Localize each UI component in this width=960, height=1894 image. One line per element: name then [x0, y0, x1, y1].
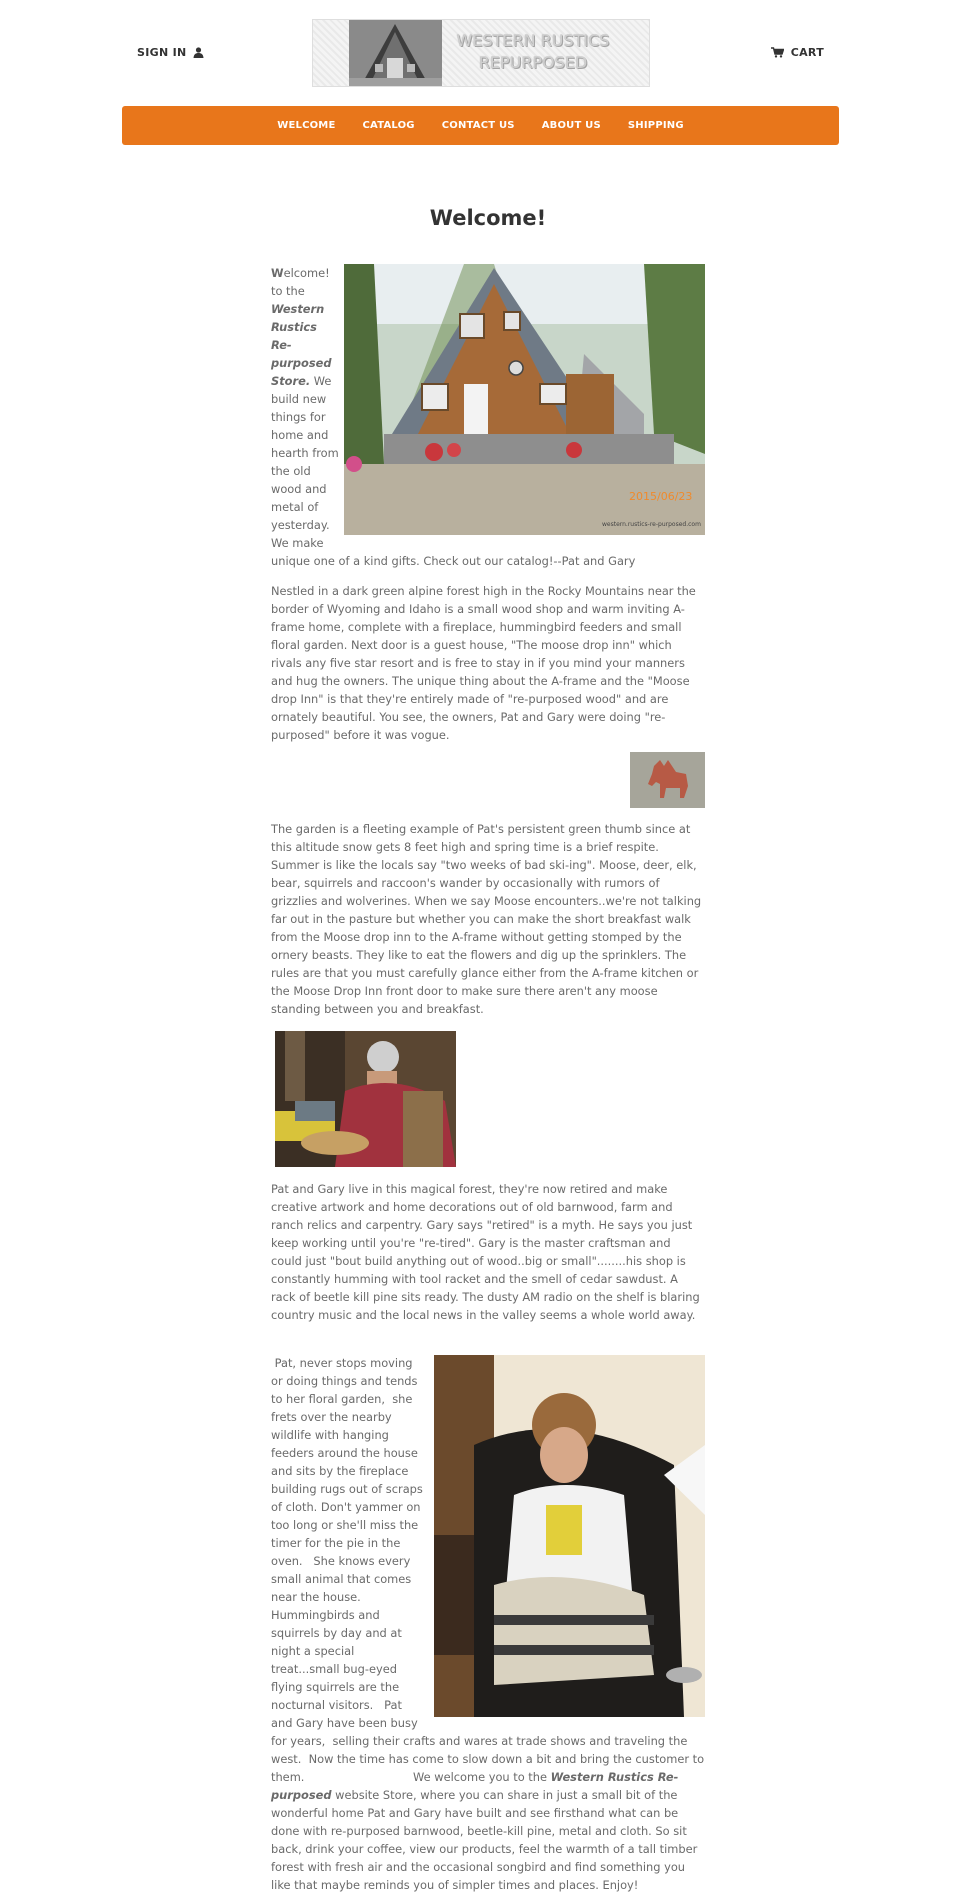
page-title: Welcome!	[429, 206, 547, 230]
page-content	[271, 264, 708, 1894]
paragraph-retired: Pat and Gary live in this magical forest, they're now retired and make creative artwork and home decorations out of old barnwood, farm and ranch relics and carpentry. Gary says "retired" is a myth. He says you just keep working until you're "re-tired". Gary is the master craftsman and could just "bout build anything out of wood..big or small"........his shop is constantly humming with tool racket and the smell of cedar sawdust. A rack of beetle kill pine sits ready. The dusty AM radio on the shelf is blaring country music and the local news in the valley seems a whole world away.	[271, 1182, 700, 1322]
intro-store-name: Western Rustics Re-purposed Store.	[271, 302, 332, 388]
pat-rug-photo	[434, 1355, 705, 1717]
intro-dropcap: W	[271, 266, 284, 280]
closing-store-name: Western Rustics Re-purposed	[271, 1770, 679, 1802]
intro-paragraph: Welcome! to the Western Rustics Re-purposed Store. We build new things for home and hearth from the old wood and metal of yesterday. We make unique one of a kind gifts. Check out our catalog!--Pat and Gary	[271, 266, 636, 568]
nav-item-contact-us[interactable]: CONTACT US	[441, 120, 515, 131]
nav-item-catalog[interactable]: CATALOG	[362, 120, 415, 131]
site-header	[0, 0, 960, 100]
cabin-photo-watermark: western.rustics-re-purposed.com	[602, 521, 701, 528]
paragraph-garden: The garden is a fleeting example of Pat's persistent green thumb since at this altitude snow gets 8 feet high and spring time is a brief respite. Summer is like the locals say "two weeks of bad ski-ing". Moose, deer, elk, bear, squirrels and raccoon's wander by occasionally with rumors of grizzlies and wolverines. When we say Moose encounters..we're not talking far out in the pasture but whether you can make the short breakfast walk from the Moose drop inn to the A-frame without getting stomped by the ornery beasts. They like to eat the flowers and dig up the sprinklers. The rules are that you must carefully glance either from the A-frame kitchen or the Moose Drop Inn front door to make sure there aren't any moose standing between you and breakfast.	[271, 822, 702, 1016]
cabin-photo-date: 2015/06/23	[629, 490, 693, 503]
moose-sign-photo	[630, 752, 705, 808]
gary-workshop-photo	[275, 1031, 456, 1167]
paragraph-home: Nestled in a dark green alpine forest high in the Rocky Mountains near the border of Wyoming and Idaho is a small wood shop and warm inviting A-frame home, complete with a fireplace, hummingbird feeders and small floral garden. Next door is a guest house, "The moose drop inn" which rivals any five star resort and is free to stay in if you mind your manners and hug the owners. The unique thing about the A-frame and the "Moose drop Inn" is that they're entirely made of "re-purposed wood" and are ornately beautiful. You see, the owners, Pat and Gary were doing "re-purposed" before it was vogue.	[271, 584, 696, 742]
cart-icon	[771, 47, 784, 58]
cart-link[interactable]	[771, 46, 824, 59]
sign-in-link[interactable]	[137, 46, 204, 59]
site-logo[interactable]	[312, 19, 650, 87]
cabin-photo	[344, 264, 705, 535]
logo-text: WESTERN RUSTICS REPURPOSED	[456, 31, 610, 72]
logo-cabin-photo	[349, 20, 442, 86]
nav-item-about-us[interactable]: ABOUT US	[541, 120, 601, 131]
paragraph-pat: Pat, never stops moving or doing things and tends to her floral garden, she frets over the nearby wildlife with hanging feeders around the house and sits by the fireplace building rugs out of scraps of cloth. Don't yammer on too long or she'll miss the timer for the pie in the oven. She knows every small animal that comes near the house. Hummingbirds and squirrels by day and at night a special treat...small bug-eyed flying squirrels are the nocturnal visitors. Pat and Gary have been busy for years, selling their crafts and wares at trade shows and traveling the west. Now the time has come to slow down a bit and bring the customer to them. We welcome you to the Western Rustics Re-purposed website Store, where you can share in just a small bit of the wonderful home Pat and Gary have built and see firsthand what can be done with re-purposed barnwood, beetle-kill pine, metal and cloth. So sit back, drink your coffee, view our products, feel the warmth of a tall timber forest with fresh air and the occasional songbird and find something you like that maybe reminds you of simpler times and places. Enjoy!	[271, 1356, 708, 1892]
cart-label: CART	[790, 46, 824, 59]
user-icon	[193, 47, 204, 58]
sign-in-label: SIGN IN	[137, 46, 187, 59]
nav-item-welcome[interactable]: WELCOME	[277, 120, 336, 131]
main-nav	[122, 106, 839, 145]
nav-item-shipping[interactable]: SHIPPING	[627, 120, 684, 131]
